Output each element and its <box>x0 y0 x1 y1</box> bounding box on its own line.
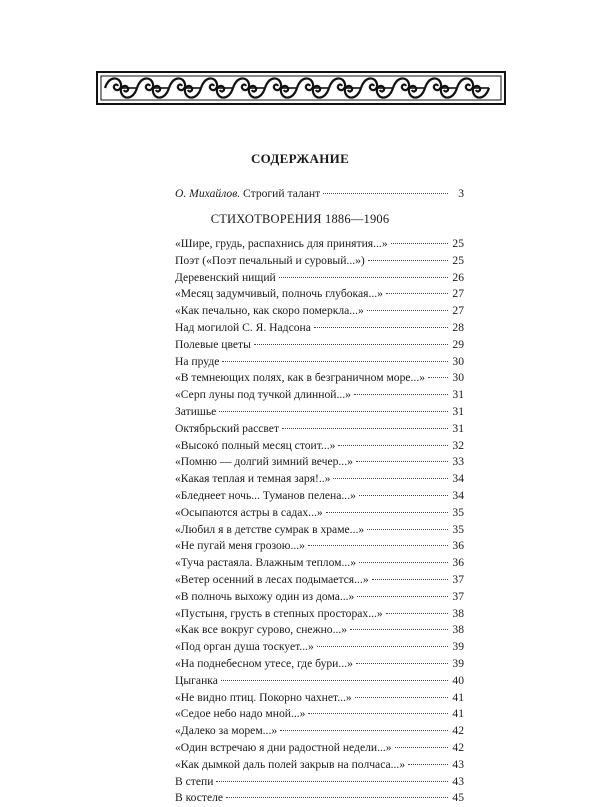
toc-entry[interactable] <box>175 236 464 253</box>
dot-leader <box>308 713 448 714</box>
toc-entry[interactable] <box>175 572 464 589</box>
toc-entry-title: «На поднебесном утесе, где бури...» <box>175 656 353 670</box>
toc-entry[interactable] <box>175 471 464 488</box>
dot-leader <box>221 680 448 681</box>
dot-leader <box>391 243 448 244</box>
toc-entry-title: «Туча растаяла. Влажным теплом...» <box>175 556 356 570</box>
toc-page-number: 25 <box>452 253 464 267</box>
toc-entry-title: «Шире, грудь, распахнись для принятия...» <box>175 237 388 250</box>
dot-leader <box>222 361 448 362</box>
dot-leader <box>395 747 448 748</box>
toc-page-number: 31 <box>452 404 464 418</box>
toc-page-number: 34 <box>452 488 464 502</box>
intro-page-number: 3 <box>458 187 464 200</box>
toc-page-number: 43 <box>452 757 464 771</box>
toc-entry[interactable] <box>175 253 464 270</box>
toc-entry[interactable] <box>175 370 464 387</box>
dot-leader <box>408 764 448 765</box>
toc-entry[interactable] <box>175 606 464 623</box>
toc-entry[interactable] <box>175 790 464 807</box>
toc-page-number: 26 <box>452 270 464 284</box>
dot-leader <box>308 545 448 546</box>
toc-page-number: 27 <box>452 304 464 318</box>
intro-entry-title <box>175 186 320 203</box>
toc-entry[interactable] <box>175 488 464 505</box>
toc-entry[interactable] <box>175 505 464 522</box>
toc-entry-title: В степи <box>175 774 214 788</box>
toc-page-number: 40 <box>452 673 464 687</box>
toc-entry[interactable] <box>175 622 464 639</box>
ornamental-border <box>96 70 506 106</box>
dot-leader <box>323 193 448 194</box>
toc-entry-title: Октябрьский рассвет <box>175 421 280 435</box>
dot-leader <box>367 310 448 311</box>
toc-entry-title: «Месяц задумчивый, полночь глубокая...» <box>175 287 383 301</box>
toc-page-number: 35 <box>452 505 464 519</box>
toc-page-number: 36 <box>452 539 464 553</box>
toc-entry[interactable] <box>175 538 464 555</box>
dot-leader <box>386 613 448 614</box>
dot-leader <box>282 428 448 429</box>
toc-entry[interactable] <box>175 740 464 757</box>
toc-entry-title: «Не пугай меня грозою...» <box>175 539 305 553</box>
intro-entry[interactable] <box>175 186 464 203</box>
toc-entry[interactable] <box>175 337 464 354</box>
toc-page-number: 27 <box>452 287 464 301</box>
toc-page-number: 41 <box>452 707 464 721</box>
toc-entry[interactable] <box>175 589 464 606</box>
toc-entry-title: «Седое небо надо мной...» <box>175 707 306 721</box>
dot-leader <box>333 478 448 479</box>
dot-leader <box>350 629 448 630</box>
toc-entry-title: «Осыпаются астры в садах...» <box>175 505 323 519</box>
toc-entry[interactable] <box>175 522 464 539</box>
dot-leader <box>355 697 448 698</box>
toc-entry-title: «Как печально, как скоро померкла...» <box>175 304 364 318</box>
toc-entry-title: «Любил я в детстве сумрак в храме...» <box>175 522 365 536</box>
toc-entry-title: «Как все вокруг сурово, снежно...» <box>175 623 348 637</box>
toc-page-number: 30 <box>452 354 464 368</box>
toc-entry[interactable] <box>175 723 464 740</box>
toc-page-number: 32 <box>452 438 464 452</box>
toc-entry-title: «Один встречаю я дни радостной недели...» <box>175 740 392 754</box>
toc-entry[interactable] <box>175 286 464 303</box>
dot-leader <box>386 293 448 294</box>
toc-page-number: 41 <box>452 690 464 704</box>
dot-leader <box>219 411 448 412</box>
dot-leader <box>216 781 448 782</box>
toc-page-number: 29 <box>452 337 464 351</box>
toc-page-number: 38 <box>452 623 464 637</box>
toc-entry[interactable] <box>175 404 464 421</box>
toc-entry[interactable] <box>175 555 464 572</box>
contents-heading: СОДЕРЖАНИЕ <box>250 151 350 166</box>
toc-entry-title: «Под орган душа тоскует...» <box>175 640 314 654</box>
toc-entry-title: Деревенский нищий <box>175 270 276 284</box>
toc-entry[interactable] <box>175 270 464 287</box>
toc-page-number: 38 <box>452 606 464 620</box>
dot-leader <box>356 461 448 462</box>
contents-list <box>175 236 464 807</box>
toc-entry-title: «Пустыня, грусть в степных просторах...» <box>175 606 383 620</box>
toc-page-number: 39 <box>452 640 464 654</box>
toc-entry[interactable] <box>175 639 464 656</box>
toc-entry-title: Над могилой С. Я. Надсона <box>175 320 311 334</box>
toc-page-number: 31 <box>452 421 464 435</box>
toc-entry-title: «В полночь выхожу один из дома...» <box>175 589 355 603</box>
toc-page-number: 31 <box>452 388 464 402</box>
toc-entry[interactable] <box>175 690 464 707</box>
dot-leader <box>317 646 448 647</box>
toc-entry[interactable] <box>175 673 464 690</box>
dot-leader <box>367 529 448 530</box>
toc-entry[interactable] <box>175 303 464 320</box>
toc-entry-title: «В темнеющих полях, как в безграничном море...» <box>175 371 426 385</box>
toc-entry-title: Цыганка <box>175 673 218 687</box>
toc-entry-title: «Высокó полный месяц стоит...» <box>175 438 336 452</box>
toc-page-number: 33 <box>452 455 464 469</box>
dot-leader <box>226 797 448 798</box>
toc-entry-title: «Ветер осенний в лесах подымается...» <box>175 572 369 586</box>
dot-leader <box>359 495 448 496</box>
dot-leader <box>279 277 448 278</box>
toc-page-number: 25 <box>452 237 464 250</box>
toc-entry[interactable] <box>175 454 464 471</box>
toc-entry-title: Затишье <box>175 404 217 418</box>
intro-title: Строгий талант <box>243 187 321 200</box>
toc-page-number: 42 <box>452 724 464 738</box>
dot-leader <box>357 596 448 597</box>
dot-leader <box>356 663 448 664</box>
toc-page-number: 37 <box>452 589 464 603</box>
dot-leader <box>354 394 448 395</box>
toc-entry-title: В костеле <box>175 791 224 805</box>
toc-entry[interactable] <box>175 774 464 791</box>
toc-entry-title: На пруде <box>175 354 220 368</box>
toc-entry-title: «Помню — долгий зимний вечер...» <box>175 455 353 469</box>
toc-entry[interactable] <box>175 706 464 723</box>
section-heading: СТИХОТВОРЕНИЯ 1886—1906 <box>210 212 390 226</box>
toc-entry[interactable] <box>175 421 464 438</box>
toc-entry-title: «Бледнеет ночь... Туманов пелена...» <box>175 488 356 502</box>
toc-entry-title: «Далеко за морем...» <box>175 724 278 738</box>
toc-page-number: 45 <box>452 791 464 805</box>
toc-entry[interactable] <box>175 387 464 404</box>
toc-page-number: 42 <box>452 740 464 754</box>
dot-leader <box>314 327 448 328</box>
intro-author: О. Михайлов. <box>175 187 241 200</box>
dot-leader <box>280 730 448 731</box>
toc-page-number: 37 <box>452 572 464 586</box>
toc-page-number: 36 <box>452 556 464 570</box>
toc-page-number: 34 <box>452 472 464 486</box>
dot-leader <box>368 260 448 261</box>
toc-entry-title: Полевые цветы <box>175 337 251 351</box>
toc-entry-title: «Серп луны под тучкой длинной...» <box>175 388 351 402</box>
toc-page-number: 35 <box>452 522 464 536</box>
toc-entry[interactable] <box>175 320 464 337</box>
toc-page-number: 30 <box>452 371 464 385</box>
toc-page-number: 39 <box>452 656 464 670</box>
dot-leader <box>372 579 448 580</box>
toc-entry[interactable] <box>175 354 464 371</box>
toc-page-number: 43 <box>452 774 464 788</box>
toc-entry-title: «Не видно птиц. Покорно чахнет...» <box>175 690 352 704</box>
toc-entry[interactable] <box>175 757 464 774</box>
toc-entry-title: Поэт («Поэт печальный и суровый...») <box>175 253 365 267</box>
dot-leader <box>254 344 448 345</box>
dot-leader <box>326 512 448 513</box>
dot-leader <box>338 445 448 446</box>
dot-leader <box>428 377 448 378</box>
dot-leader <box>359 562 448 563</box>
toc-entry[interactable] <box>175 438 464 455</box>
toc-entry-title: «Какая теплая и темная заря!..» <box>175 472 331 486</box>
toc-entry-title: «Как дымкой даль полей закрыв на полчаса...» <box>175 757 406 771</box>
toc-entry[interactable] <box>175 656 464 673</box>
toc-page-number: 28 <box>452 320 464 334</box>
